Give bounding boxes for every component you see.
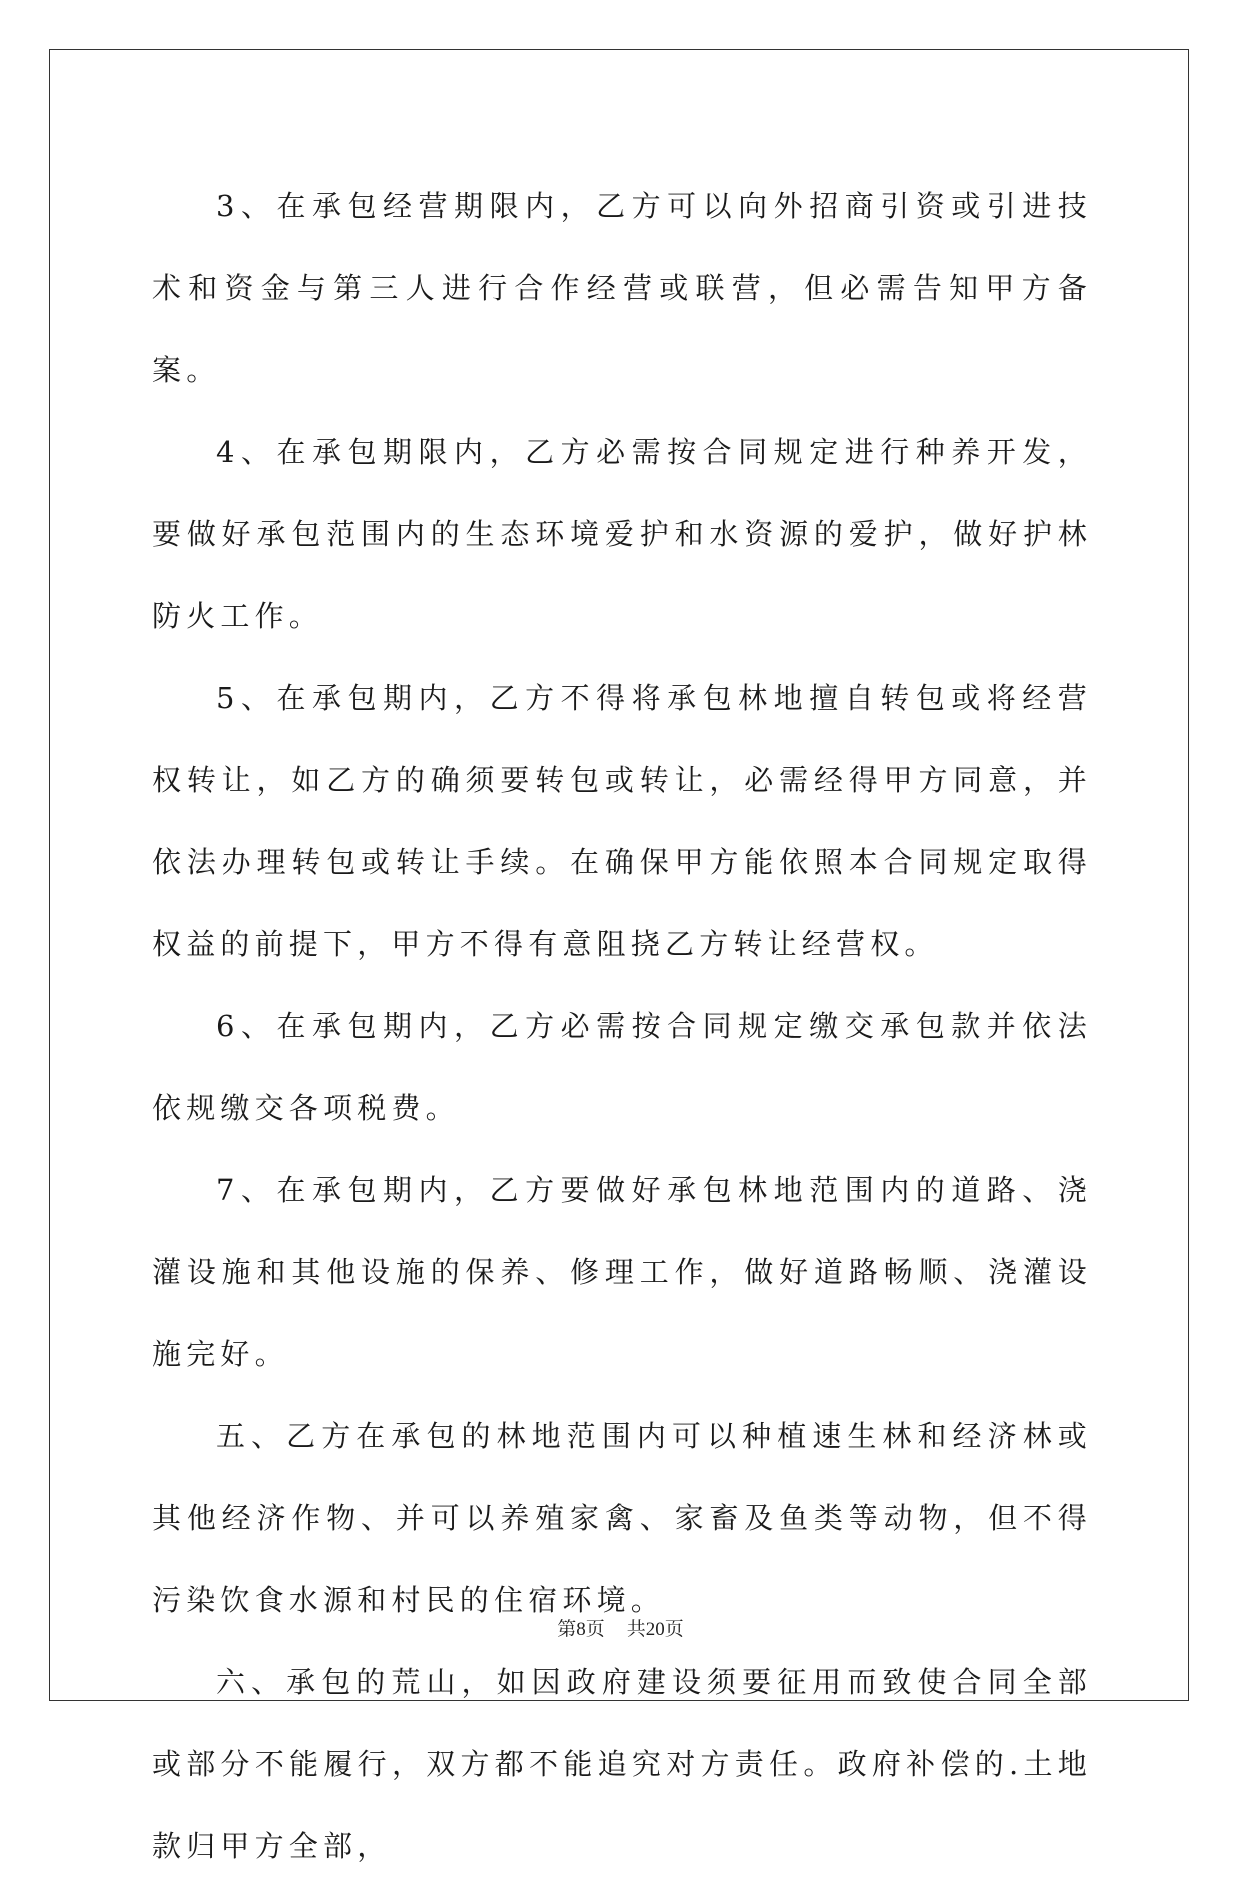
paragraph-clause-3: 3、在承包经营期限内，乙方可以向外招商引资或引进技术和资金与第三人进行合作经营或联营，但必需告知甲方备案。 [152, 189, 1092, 387]
paragraph-clause-7: 7、在承包期内，乙方要做好承包林地范围内的道路、浇灌设施和其他设施的保养、修理工作，做好道路畅顺、浇灌设施完好。 [152, 1173, 1092, 1371]
page-footer [0, 1614, 1241, 1641]
paragraph-clause-5: 5、在承包期内，乙方不得将承包林地擅自转包或将经营权转让，如乙方的确须要转包或转让，必需经得甲方同意，并依法办理转包或转让手续。在确保甲方能依照本合同规定取得权益的前提下，甲方不得有意阻挠乙方转让经营权。 [152, 681, 1092, 961]
paragraph-clause-4: 4、在承包期限内，乙方必需按合同规定进行种养开发，要做好承包范围内的生态环境爱护和水资源的爱护，做好护林防火工作。 [152, 435, 1092, 633]
paragraph-clause-6: 6、在承包期内，乙方必需按合同规定缴交承包款并依法依规缴交各项税费。 [152, 1009, 1092, 1125]
page-total: 共20页 [626, 1619, 684, 1640]
paragraph-section-6: 六、承包的荒山，如因政府建设须要征用而致使合同全部或部分不能履行，双方都不能追究对方责任。政府补偿的.土地款归甲方全部， [152, 1665, 1092, 1863]
page-number: 第8页 [557, 1619, 605, 1640]
paragraph-section-5: 五、乙方在承包的林地范围内可以种植速生林和经济林或其他经济作物、并可以养殖家禽、家畜及鱼类等动物，但不得污染饮食水源和村民的住宿环境。 [152, 1419, 1092, 1617]
